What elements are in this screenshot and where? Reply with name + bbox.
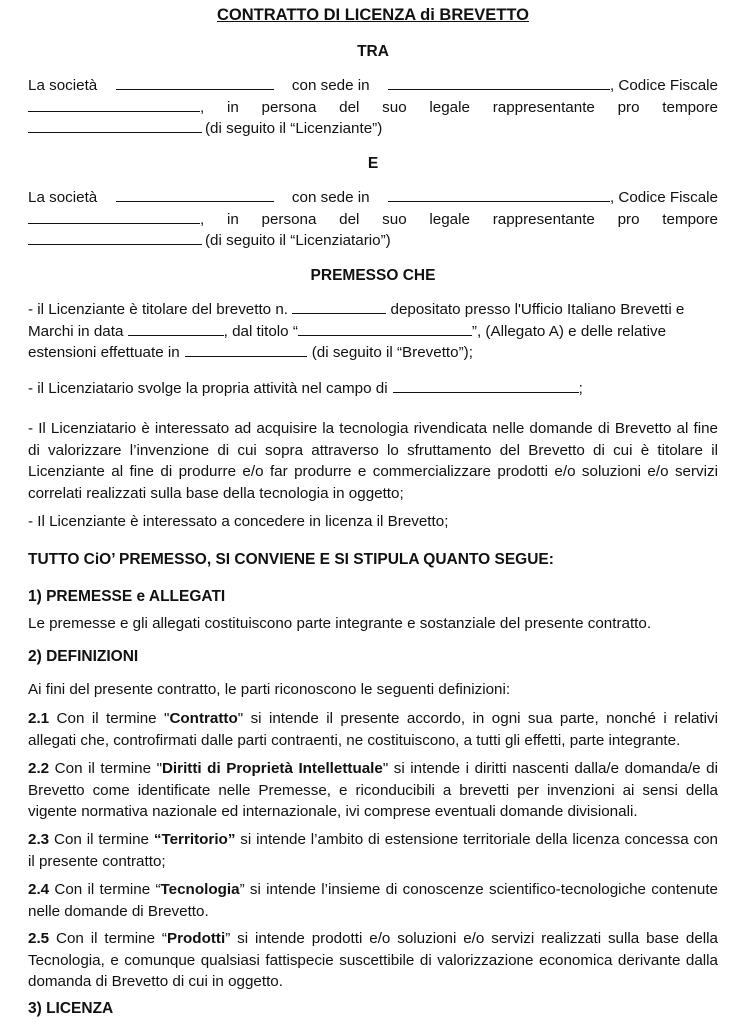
section-3-heading: 3) LICENZA (28, 1000, 114, 1017)
tra-heading: TRA (357, 43, 389, 60)
definition-2-5: 2.5 Con il termine “Prodotti” si intende prodotti e/o soluzioni e/o servizi realizzati sulla base della Tecnologia, e comunque qualsiasi fattispecie suscettibile di valorizzazione economica derivante dalla domanda di Brevetto di cui in oggetto. (28, 930, 718, 990)
patent-number-blank[interactable] (292, 299, 386, 314)
fiscal-code-blank[interactable] (28, 97, 200, 112)
representative-blank[interactable] (28, 118, 202, 133)
definition-2-2: 2.2 Con il termine "Diritti di Proprietà Intellettuale" si intende i diritti nascenti dalla/e domanda/e di Brevetto come identificate nelle Premesse, e riconducibili a brevetti per invenzioni ai sensi della vigente normativa nazionale ed internazionale, ivi comprese eventuali domande divisionali. (28, 760, 718, 820)
extensions-blank[interactable] (185, 342, 307, 357)
definition-2-3: 2.3 Con il termine “Territorio” si intende l’ambito di estensione territoriale della licenza concessa con il presente contratto; (28, 831, 718, 870)
tutto-cio-heading: TUTTO CiO’ PREMESSO, SI CONVIENE E SI STIPULA QUANTO SEGUE: (28, 551, 554, 568)
section-2-intro: Ai fini del presente contratto, le parti riconoscono le seguenti definizioni: (28, 681, 511, 698)
patent-title-blank[interactable] (298, 321, 472, 336)
party-licenziante: La società con sede in , Codice Fiscale , in persona del suo legale rappresentante pro tempore (di seguito il “Licenziante”) (28, 77, 718, 137)
company-name-blank[interactable] (116, 75, 274, 90)
premessa-4: - Il Licenziante è interessato a concedere in licenza il Brevetto; (28, 513, 449, 530)
document-title: CONTRATTO DI LICENZA di BREVETTO (217, 6, 529, 24)
field-of-activity-blank[interactable] (393, 378, 579, 393)
section-1-heading: 1) PREMESSE e ALLEGATI (28, 588, 226, 605)
premessa-2: - il Licenziatario svolge la propria attività nel campo di ; (28, 380, 583, 397)
definition-2-1: 2.1 Con il termine "Contratto" si intende il presente accordo, in ogni sua parte, nonché i relativi allegati che, controfirmati dalle parti contraenti, ne costituiscono, a tutti gli effetti, parte integrante. (28, 710, 718, 749)
party-licenziatario: La società con sede in , Codice Fiscale , in persona del suo legale rappresentante pro tempore (di seguito il “Licenziatario”) (28, 189, 718, 249)
fiscal-code-blank[interactable] (28, 209, 200, 224)
company-address-blank[interactable] (388, 187, 610, 202)
premesso-che-heading: PREMESSO CHE (310, 267, 436, 284)
company-address-blank[interactable] (388, 75, 610, 90)
filing-date-blank[interactable] (128, 321, 224, 336)
premessa-1: - il Licenziante è titolare del brevetto n. depositato presso l'Ufficio Italiano Brevetti e Marchi in data , dal titolo “ ”, (Allegato A) e delle relative estensioni effettuate in (di seguito il “Brevetto”); (28, 301, 685, 361)
e-heading: E (367, 155, 379, 172)
section-1-text: Le premesse e gli allegati costituiscono parte integrante e sostanziale del presente contratto. (28, 615, 652, 632)
premessa-3: - Il Licenziatario è interessato ad acquisire la tecnologia rivendicata nelle domande di Brevetto al fine di valorizzare l’invenzione di cui sopra attraverso lo sfruttamento del Brevetto di cui è titolare il Licenziante al fine di produrre e/o far produrre e commercializzare prodotti e/o soluzioni e/o servizi correlati realizzati sulla base della tecnologia in oggetto; (28, 420, 718, 502)
representative-blank[interactable] (28, 230, 202, 245)
definition-2-4: 2.4 Con il termine “Tecnologia” si intende l’insieme di conoscenze scientifico-tecnologiche contenute nelle domande di Brevetto. (28, 881, 718, 920)
company-name-blank[interactable] (116, 187, 274, 202)
section-2-heading: 2) DEFINIZIONI (28, 648, 139, 665)
